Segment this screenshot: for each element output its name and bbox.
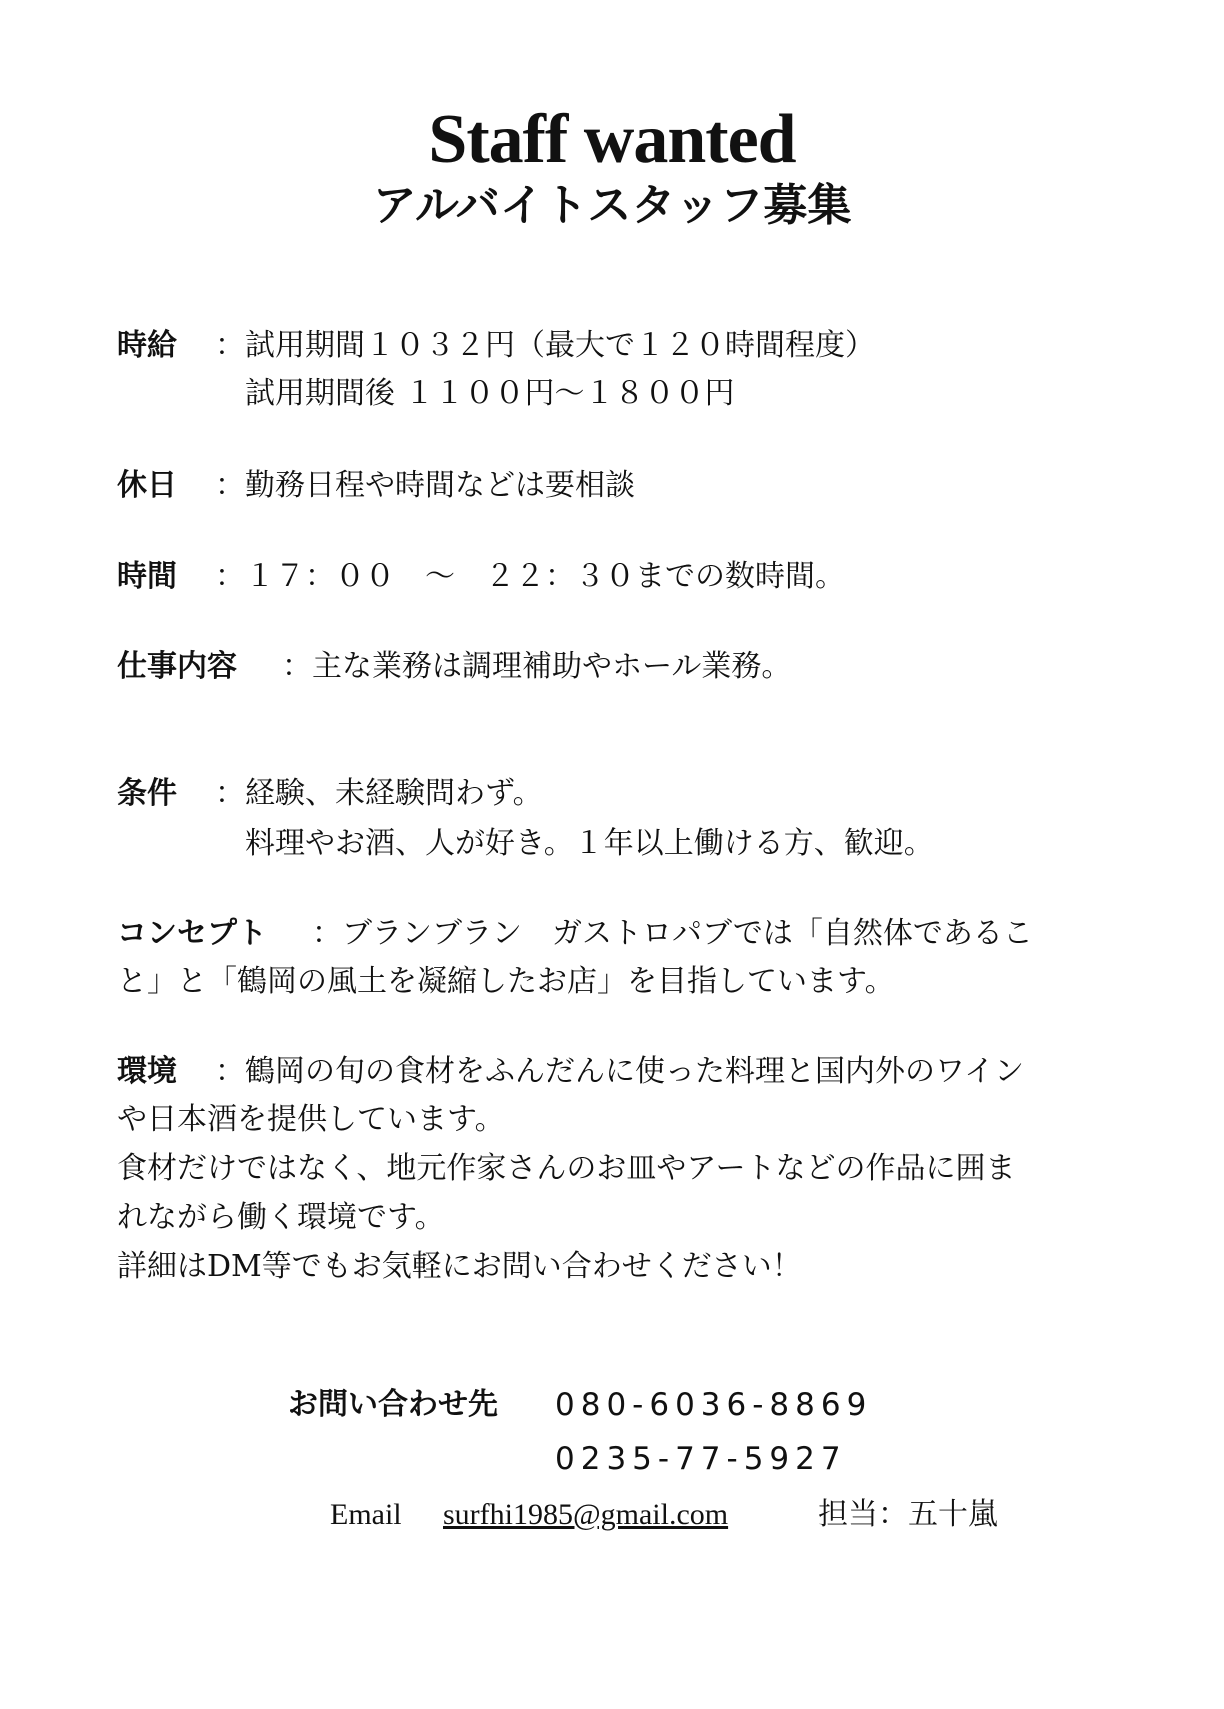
title-japanese: アルバイトスタッフ募集 bbox=[372, 180, 852, 231]
environment-line-3: 食材だけではなく、地元作家さんのお皿やアートなどの作品に囲ま bbox=[117, 1151, 1016, 1186]
contact-person: 担当：五十嵐 bbox=[818, 1497, 998, 1532]
environment-line-2: や日本酒を提供しています。 bbox=[117, 1102, 505, 1137]
environment-line-5: 詳細はDM等でもお気軽にお問い合わせください！ bbox=[117, 1249, 802, 1284]
email-link[interactable]: surfhi1985@gmail.com bbox=[443, 1498, 729, 1531]
email-label: Email bbox=[330, 1498, 402, 1531]
holiday-label: 休日 bbox=[117, 468, 177, 503]
wage-line-2: 試用期間後 １１００円〜１８００円 bbox=[245, 376, 735, 411]
contact-phone-2[interactable]: 0235-77-5927 bbox=[555, 1441, 847, 1477]
concept-label: コンセプト bbox=[117, 916, 267, 951]
conditions-line-1: ：経験、未経験問わず。 bbox=[215, 776, 543, 811]
environment-line-4: れながら働く環境です。 bbox=[117, 1200, 445, 1235]
holiday-text: ：勤務日程や時間などは要相談 bbox=[215, 468, 635, 503]
conditions-label: 条件 bbox=[117, 776, 177, 811]
environment-label: 環境 bbox=[117, 1054, 177, 1089]
job-text: ：主な業務は調理補助やホール業務。 bbox=[282, 649, 792, 684]
wage-line-1: ：試用期間１０３２円（最大で１２０時間程度） bbox=[215, 328, 875, 363]
concept-line-2: と」と「鶴岡の風土を凝縮したお店」を目指しています。 bbox=[117, 964, 895, 999]
contact-phone-1[interactable]: 080-6036-8869 bbox=[555, 1387, 873, 1423]
concept-line-1: ：ブランブラン ガストロパブでは「自然体であるこ bbox=[312, 916, 1033, 951]
contact-label: お問い合わせ先 bbox=[288, 1387, 498, 1422]
title-english: Staff wanted bbox=[428, 101, 796, 178]
environment-line-1: ：鶴岡の旬の食材をふんだんに使った料理と国内外のワイン bbox=[215, 1054, 1025, 1089]
hours-label: 時間 bbox=[117, 559, 177, 594]
hours-text: ：１７：００ 〜 ２２：３０までの数時間。 bbox=[215, 559, 845, 594]
wage-label: 時給 bbox=[117, 328, 177, 363]
conditions-line-2: 料理やお酒、人が好き。１年以上働ける方、歓迎。 bbox=[245, 826, 934, 861]
job-label: 仕事内容 bbox=[117, 649, 237, 684]
